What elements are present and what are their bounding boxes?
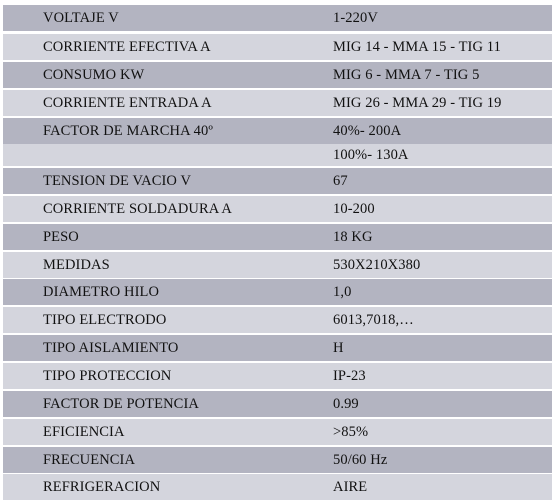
table-row — [3, 34, 552, 60]
table-row — [3, 391, 552, 417]
spec-value: 6013,7018,… — [333, 311, 414, 328]
spec-value: 10-200 — [333, 200, 375, 217]
spec-label: TENSION DE VACIO V — [43, 172, 192, 189]
table-row — [3, 279, 552, 305]
spec-label: TIPO PROTECCION — [43, 367, 172, 384]
spec-value: H — [333, 339, 344, 356]
table-row — [3, 363, 552, 389]
spec-value: IP-23 — [333, 367, 366, 384]
table-row — [3, 144, 552, 166]
spec-label: PESO — [43, 228, 79, 245]
table-row — [3, 224, 552, 250]
table-row — [3, 118, 552, 144]
spec-label: EFICIENCIA — [43, 423, 125, 440]
table-row — [3, 5, 552, 31]
spec-value: 18 KG — [333, 228, 373, 245]
spec-label: CORRIENTE ENTRADA A — [43, 94, 212, 111]
spec-label: MEDIDAS — [43, 256, 110, 273]
spec-value: AIRE — [333, 478, 368, 495]
spec-label: DIAMETRO HILO — [43, 283, 160, 300]
table-row — [3, 62, 552, 88]
spec-value: 67 — [333, 172, 348, 189]
spec-value: 40%- 200A — [333, 122, 402, 139]
spec-value: 0.99 — [333, 395, 359, 412]
table-row — [3, 168, 552, 194]
spec-value: MIG 14 - MMA 15 - TIG 11 — [333, 38, 501, 55]
spec-label: FRECUENCIA — [43, 451, 136, 468]
table-row — [3, 474, 552, 500]
table-row — [3, 252, 552, 278]
spec-label: CORRIENTE SOLDADURA A — [43, 200, 232, 217]
table-row — [3, 196, 552, 222]
spec-value: MIG 26 - MMA 29 - TIG 19 — [333, 94, 502, 111]
spec-label: FACTOR DE MARCHA 40º — [43, 122, 213, 139]
spec-value: 1,0 — [333, 283, 352, 300]
spec-value: >85% — [333, 423, 369, 440]
table-row — [3, 90, 552, 116]
table-row — [3, 419, 552, 445]
spec-label: REFRIGERACION — [43, 478, 161, 495]
spec-label: TIPO ELECTRODO — [43, 311, 167, 328]
spec-label: CORRIENTE EFECTIVA A — [43, 38, 211, 55]
spec-value: MIG 6 - MMA 7 - TIG 5 — [333, 66, 480, 83]
table-row — [3, 447, 552, 473]
spec-label: CONSUMO KW — [43, 66, 145, 83]
spec-label: FACTOR DE POTENCIA — [43, 395, 199, 412]
spec-value: 1-220V — [333, 9, 378, 26]
spec-label: TIPO AISLAMIENTO — [43, 339, 179, 356]
spec-value: 100%- 130A — [333, 146, 409, 163]
spec-value: 50/60 Hz — [333, 451, 388, 468]
spec-table — [3, 4, 552, 498]
spec-label: VOLTAJE V — [43, 9, 119, 26]
spec-value: 530X210X380 — [333, 256, 421, 273]
table-row — [3, 307, 552, 333]
table-row — [3, 335, 552, 361]
